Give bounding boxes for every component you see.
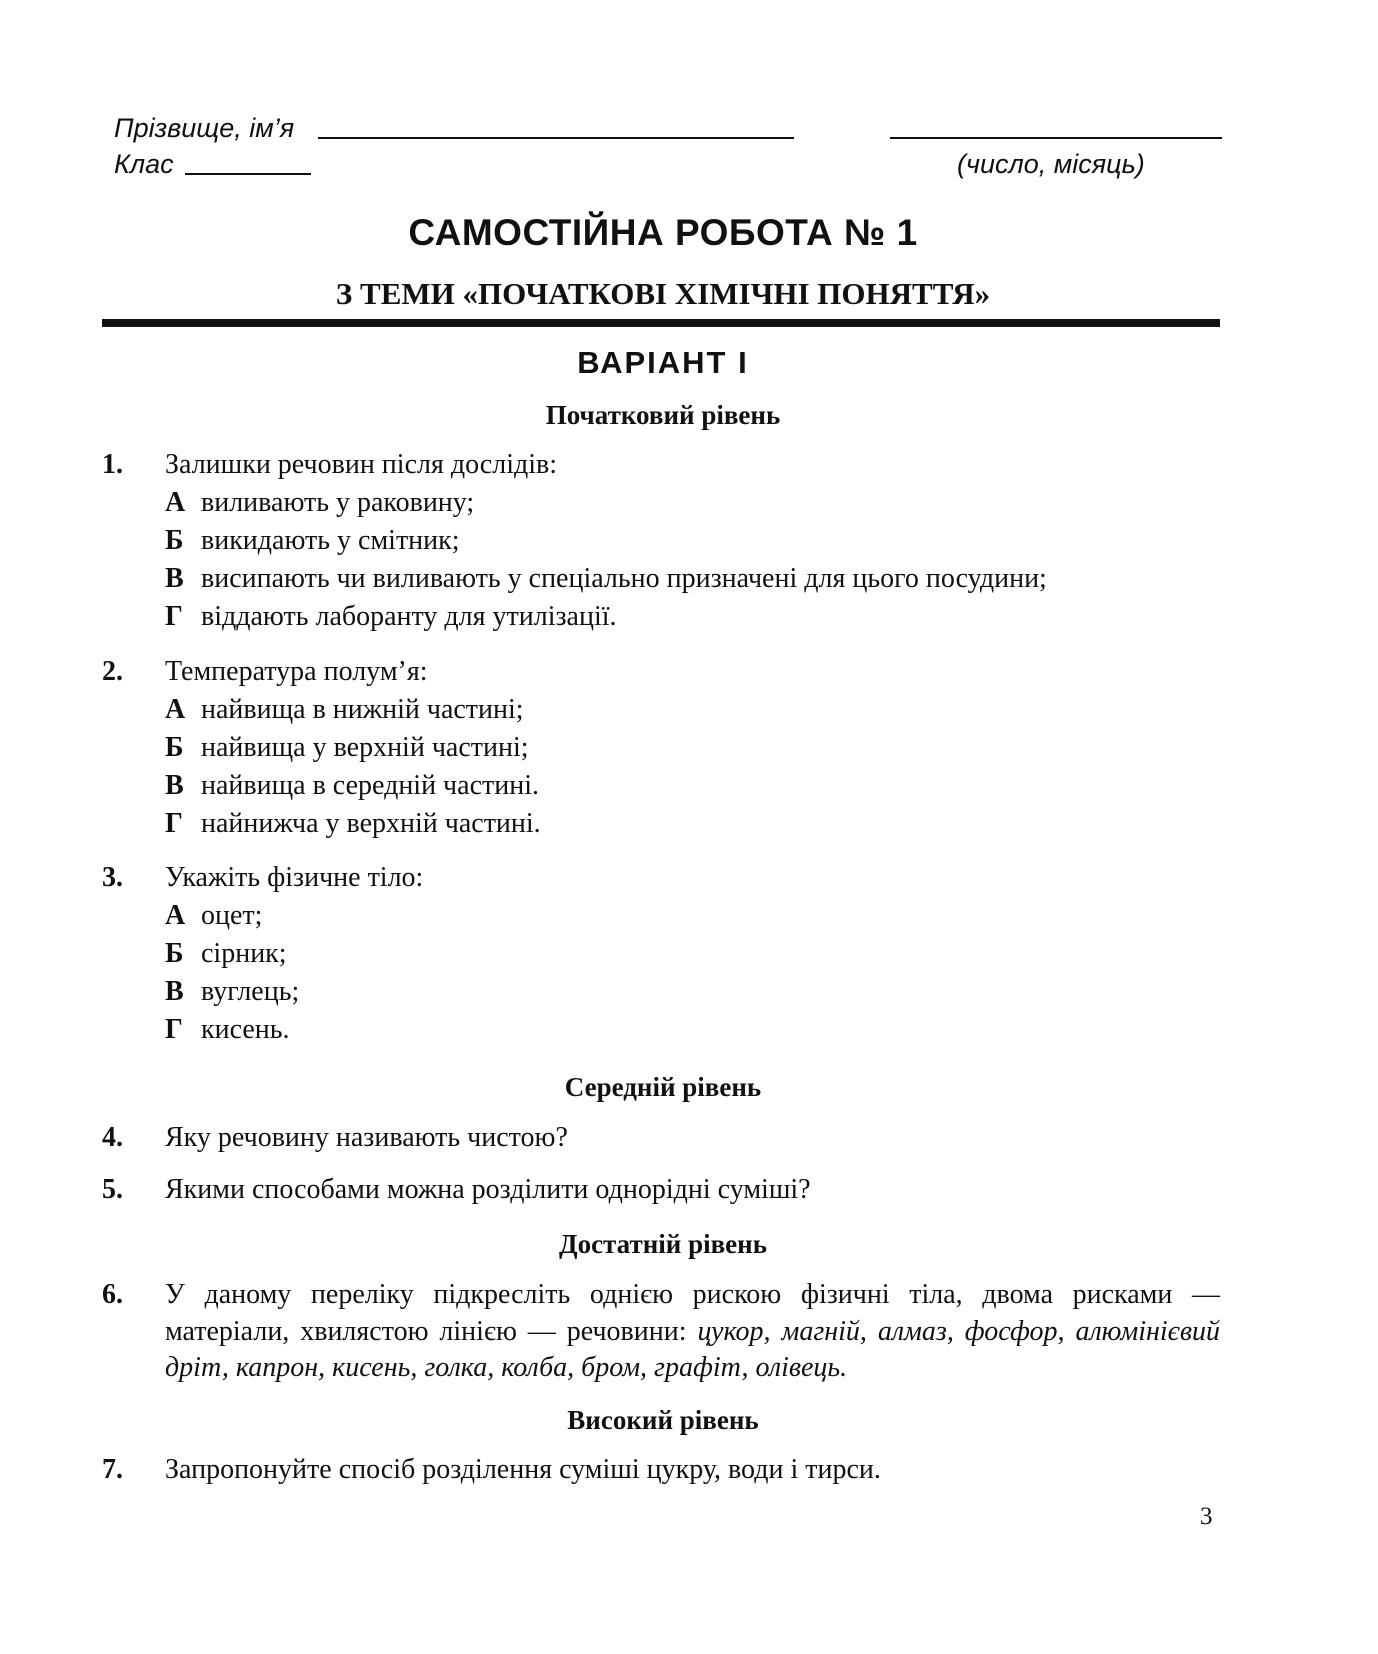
option-text: оцет; (201, 900, 263, 931)
answer-option[interactable] (165, 976, 299, 1008)
answer-option[interactable] (165, 770, 539, 802)
option-letter: Б (165, 732, 184, 763)
option-letter: В (165, 770, 184, 801)
option-letter: А (165, 694, 186, 725)
answer-option[interactable] (165, 563, 1047, 595)
question-text (165, 1277, 1220, 1387)
class-field-line[interactable] (185, 173, 311, 175)
class-label: Клас (114, 149, 174, 179)
option-text: найвища в нижній частині; (201, 694, 524, 725)
question-number: 5. (102, 1174, 123, 1205)
option-letter: А (165, 487, 186, 518)
option-text: сірник; (201, 938, 287, 969)
name-label: Прізвище, ім’я (114, 113, 295, 143)
option-letter: В (165, 976, 184, 1007)
option-text: найнижча у верхній частині. (201, 808, 541, 839)
variant-title: ВАРІАНТ І (577, 345, 749, 380)
question-number: 1. (102, 449, 123, 480)
answer-option[interactable] (165, 1014, 290, 1046)
level-heading-high: Високий рівень (567, 1405, 759, 1435)
option-letter: Г (165, 1014, 183, 1045)
page-number: 3 (1200, 1503, 1213, 1530)
question-text: Запропонуйте спосіб розділення суміші цукру, води і тирси. (165, 1454, 881, 1485)
answer-option[interactable] (165, 938, 287, 970)
work-title: САМОСТІЙНА РОБОТА № 1 (408, 212, 918, 253)
topic-title: З ТЕМИ «ПОЧАТКОВІ ХІМІЧНІ ПОНЯТТЯ» (335, 276, 991, 311)
title-divider (102, 319, 1220, 327)
date-field-line[interactable] (890, 137, 1222, 139)
answer-option[interactable] (165, 694, 524, 726)
question-number: 2. (102, 656, 123, 687)
question-text: Якими способами можна розділити однорідні суміші? (165, 1174, 811, 1205)
option-text: найвища у верхній частині; (201, 732, 529, 763)
option-text: найвища в середній частині. (201, 770, 539, 801)
option-letter: Б (165, 938, 184, 969)
name-field-line[interactable] (318, 137, 794, 139)
level-heading-sufficient: Достатній рівень (559, 1229, 767, 1259)
question-text: Залишки речовин після дослідів: (165, 449, 557, 480)
option-text: вуглець; (201, 976, 300, 1007)
option-text: висипають чи виливають у спеціально призначені для цього посудини; (201, 563, 1047, 594)
answer-option[interactable] (165, 900, 262, 932)
option-letter: В (165, 563, 184, 594)
question-text: Яку речовину називають чистою? (165, 1122, 568, 1153)
question-text: Температура полум’я: (165, 656, 428, 687)
option-text: кисень. (201, 1014, 290, 1045)
question-number: 3. (102, 862, 123, 893)
option-letter: Б (165, 525, 184, 556)
option-letter: Г (165, 601, 183, 632)
answer-option[interactable] (165, 525, 460, 557)
date-caption: (число, місяць) (957, 149, 1145, 179)
option-letter: Г (165, 808, 183, 839)
question-text: Укажіть фізичне тіло: (165, 862, 424, 893)
answer-option[interactable] (165, 487, 474, 519)
option-text: виливають у раковину; (201, 487, 475, 518)
level-heading-initial: Початковий рівень (545, 400, 781, 430)
level-heading-medium: Середній рівень (564, 1072, 762, 1102)
question-text-list: цукор, магній, алмаз, фосфор, алюмінієвий дріт, капрон, кисень, голка, колба, бром, графіт, олівець. (165, 1315, 1221, 1383)
question-number: 6. (102, 1279, 123, 1310)
question-text-main: У даному переліку підкресліть однією рискою фізичні тіла, двома рисками — матеріали, хвилястою лінією — речовини: (165, 1279, 1220, 1347)
answer-option[interactable] (165, 732, 529, 764)
question-number: 7. (102, 1454, 123, 1485)
option-letter: А (165, 900, 186, 931)
question-number: 4. (102, 1122, 123, 1153)
answer-option[interactable] (165, 601, 617, 633)
option-text: віддають лаборанту для утилізації. (201, 601, 617, 632)
option-text: викидають у смітник; (201, 525, 460, 556)
answer-option[interactable] (165, 808, 541, 840)
